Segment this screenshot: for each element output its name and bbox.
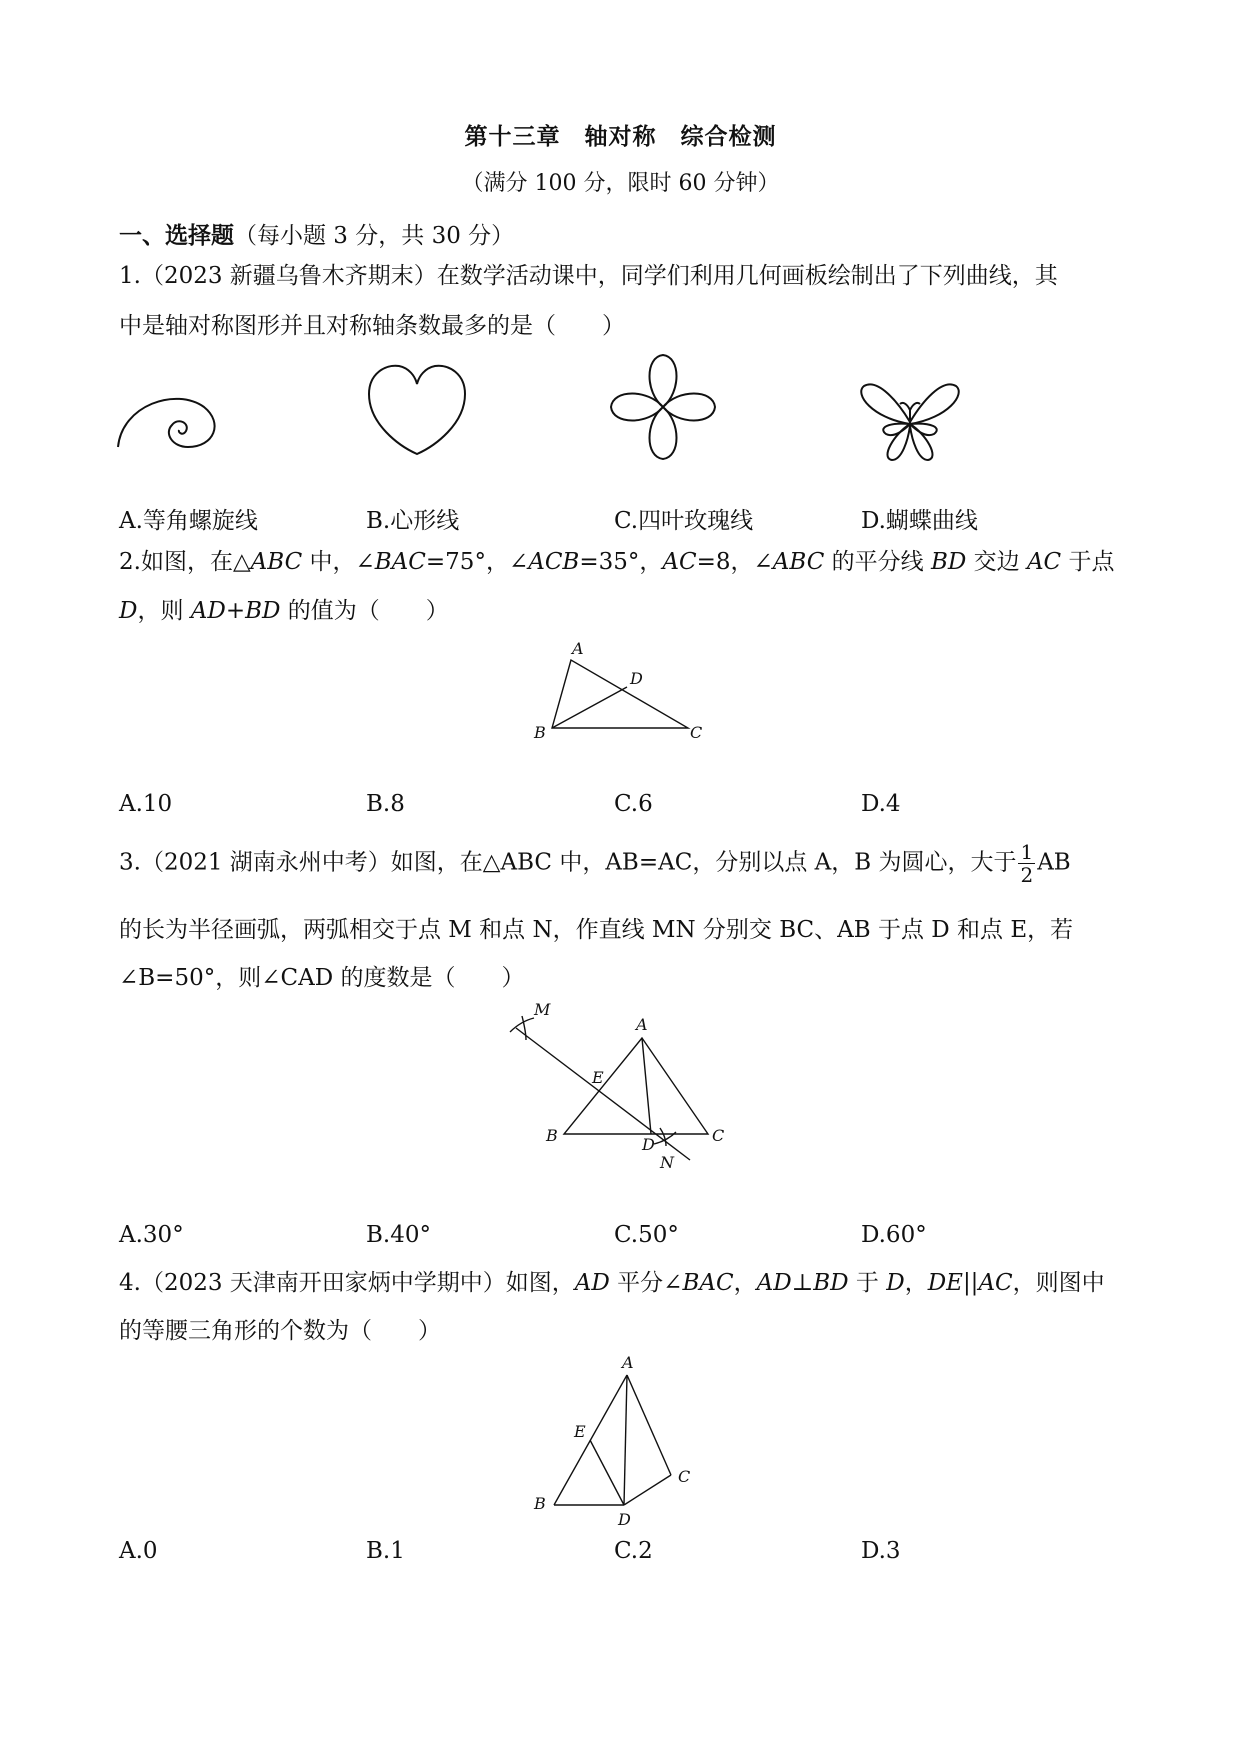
q2-option-a: A.10 <box>119 791 173 817</box>
q1-option-a: A.等角螺旋线 <box>119 508 258 534</box>
q4-text-line2: 的等腰三角形的个数为（ ） <box>119 1318 441 1344</box>
fraction-denominator: 2 <box>1020 863 1034 887</box>
q2-var: AD+BD <box>190 598 281 624</box>
q4-seg: ，则图中 <box>1012 1270 1105 1296</box>
q2-var: BD <box>930 549 967 575</box>
q3-seg: 3.（2021 湖南永州中考）如图，在△ABC 中，AB=AC，分别以点 A，B 为圆心，大于 <box>119 849 1017 876</box>
q3-label-b: B <box>546 1126 558 1145</box>
q4-option-b: B.1 <box>366 1538 405 1564</box>
q4-seg: 于 <box>848 1270 887 1296</box>
q4-option-d: D.3 <box>861 1538 901 1564</box>
q2-seg: =75°，∠ <box>425 549 529 575</box>
q1-option-d: D.蝴蝶曲线 <box>861 508 978 534</box>
q3-seg: AB <box>1037 849 1071 876</box>
q4-var: BAC <box>682 1270 734 1296</box>
q4-seg: || <box>962 1270 979 1296</box>
q4-option-c: C.2 <box>614 1538 653 1564</box>
q2-label-a: A <box>572 639 584 658</box>
fraction-one-half <box>1018 842 1035 885</box>
q3-text-line2: 的长为半径画弧，两弧相交于点 M 和点 N，作直线 MN 分别交 BC、AB 于点 D 和点 E，若 <box>119 917 1074 943</box>
q4-var: DE <box>927 1270 963 1296</box>
q2-seg: 中，∠ <box>302 549 375 575</box>
q2-var: D <box>119 598 138 624</box>
q4-triangle-figure <box>530 1355 710 1530</box>
q2-triangle-figure <box>530 635 710 745</box>
q3-option-c: C.50° <box>614 1222 679 1248</box>
q3-option-a: A.30° <box>119 1222 184 1248</box>
heart-curve-figure <box>365 362 469 460</box>
q2-label-c: C <box>690 723 703 742</box>
q2-seg: 于点 <box>1061 549 1115 575</box>
q4-label-d: D <box>618 1510 631 1529</box>
q4-var: D <box>886 1270 905 1296</box>
q2-var: AC <box>662 549 697 575</box>
q1-text-line1: 1.（2023 新疆乌鲁木齐期末）在数学活动课中，同学们利用几何画板绘制出了下列曲线，其 <box>119 263 1058 289</box>
q2-seg: 2.如图，在△ <box>119 549 251 575</box>
q3-label-m: M <box>534 1000 551 1019</box>
q4-option-a: A.0 <box>119 1538 158 1564</box>
q2-seg: 的平分线 <box>824 549 931 575</box>
section-note: （每小题 3 分，共 30 分） <box>234 223 515 249</box>
page-title: 第十三章 轴对称 综合检测 <box>464 123 777 150</box>
q4-label-a: A <box>622 1353 634 1372</box>
q2-option-c: C.6 <box>614 791 653 817</box>
section-title: 一、选择题 <box>119 222 234 249</box>
q3-option-b: B.40° <box>366 1222 431 1248</box>
q2-var: AC <box>1026 549 1062 575</box>
q1-text-line2: 中是轴对称图形并且对称轴条数最多的是（ ） <box>119 313 625 339</box>
q2-seg: 的值为（ ） <box>280 598 449 624</box>
q4-label-c: C <box>678 1467 691 1486</box>
q3-label-a: A <box>636 1015 648 1034</box>
q2-seg: =35°， <box>579 549 663 575</box>
butterfly-curve-figure <box>858 380 962 462</box>
q2-seg: 交边 <box>966 549 1027 575</box>
q3-text-line1 <box>119 842 1071 885</box>
fraction-numerator: 1 <box>1020 840 1034 864</box>
q3-label-d: D <box>642 1135 655 1154</box>
q2-var: ACB <box>528 549 580 575</box>
q1-option-b: B.心形线 <box>366 508 460 534</box>
q2-text-line1 <box>119 551 1114 574</box>
q2-var: ABC <box>250 549 303 575</box>
q4-var: AD <box>574 1270 610 1296</box>
q3-label-c: C <box>712 1126 725 1145</box>
q2-label-b: B <box>534 723 546 742</box>
q4-var: BD <box>813 1270 849 1296</box>
q4-label-b: B <box>534 1494 546 1513</box>
spiral-curve-figure <box>116 385 221 460</box>
q2-option-b: B.8 <box>366 791 405 817</box>
four-leaf-rose-figure <box>610 352 716 462</box>
q4-text-line1 <box>119 1272 1105 1295</box>
q1-option-c: C.四叶玫瑰线 <box>614 508 754 534</box>
q2-seg: ，则 <box>137 598 191 624</box>
q3-text-line3: ∠B=50°，则∠CAD 的度数是（ ） <box>119 965 525 991</box>
q4-seg: ， <box>904 1270 928 1296</box>
q4-label-e: E <box>574 1422 586 1441</box>
q4-var: AD <box>756 1270 792 1296</box>
q2-text-line2 <box>119 600 449 623</box>
q4-var: AC <box>978 1270 1013 1296</box>
q3-option-d: D.60° <box>861 1222 927 1248</box>
q4-seg: ， <box>733 1270 757 1296</box>
q2-label-d: D <box>630 669 643 688</box>
page-subtitle: （满分 100 分，限时 60 分钟） <box>461 171 780 196</box>
q2-var: BAC <box>374 549 426 575</box>
q4-seg: ⊥ <box>791 1270 814 1296</box>
q2-var: ABC <box>772 549 825 575</box>
q2-option-d: D.4 <box>861 791 901 817</box>
q2-seg: =8，∠ <box>696 549 773 575</box>
section-heading <box>119 217 514 250</box>
q4-seg: 平分∠ <box>609 1270 683 1296</box>
q3-label-e: E <box>592 1068 604 1087</box>
q3-triangle-figure <box>500 1000 740 1175</box>
q4-seg: 4.（2023 天津南开田家炳中学期中）如图， <box>119 1270 575 1296</box>
q3-label-n: N <box>660 1153 674 1172</box>
